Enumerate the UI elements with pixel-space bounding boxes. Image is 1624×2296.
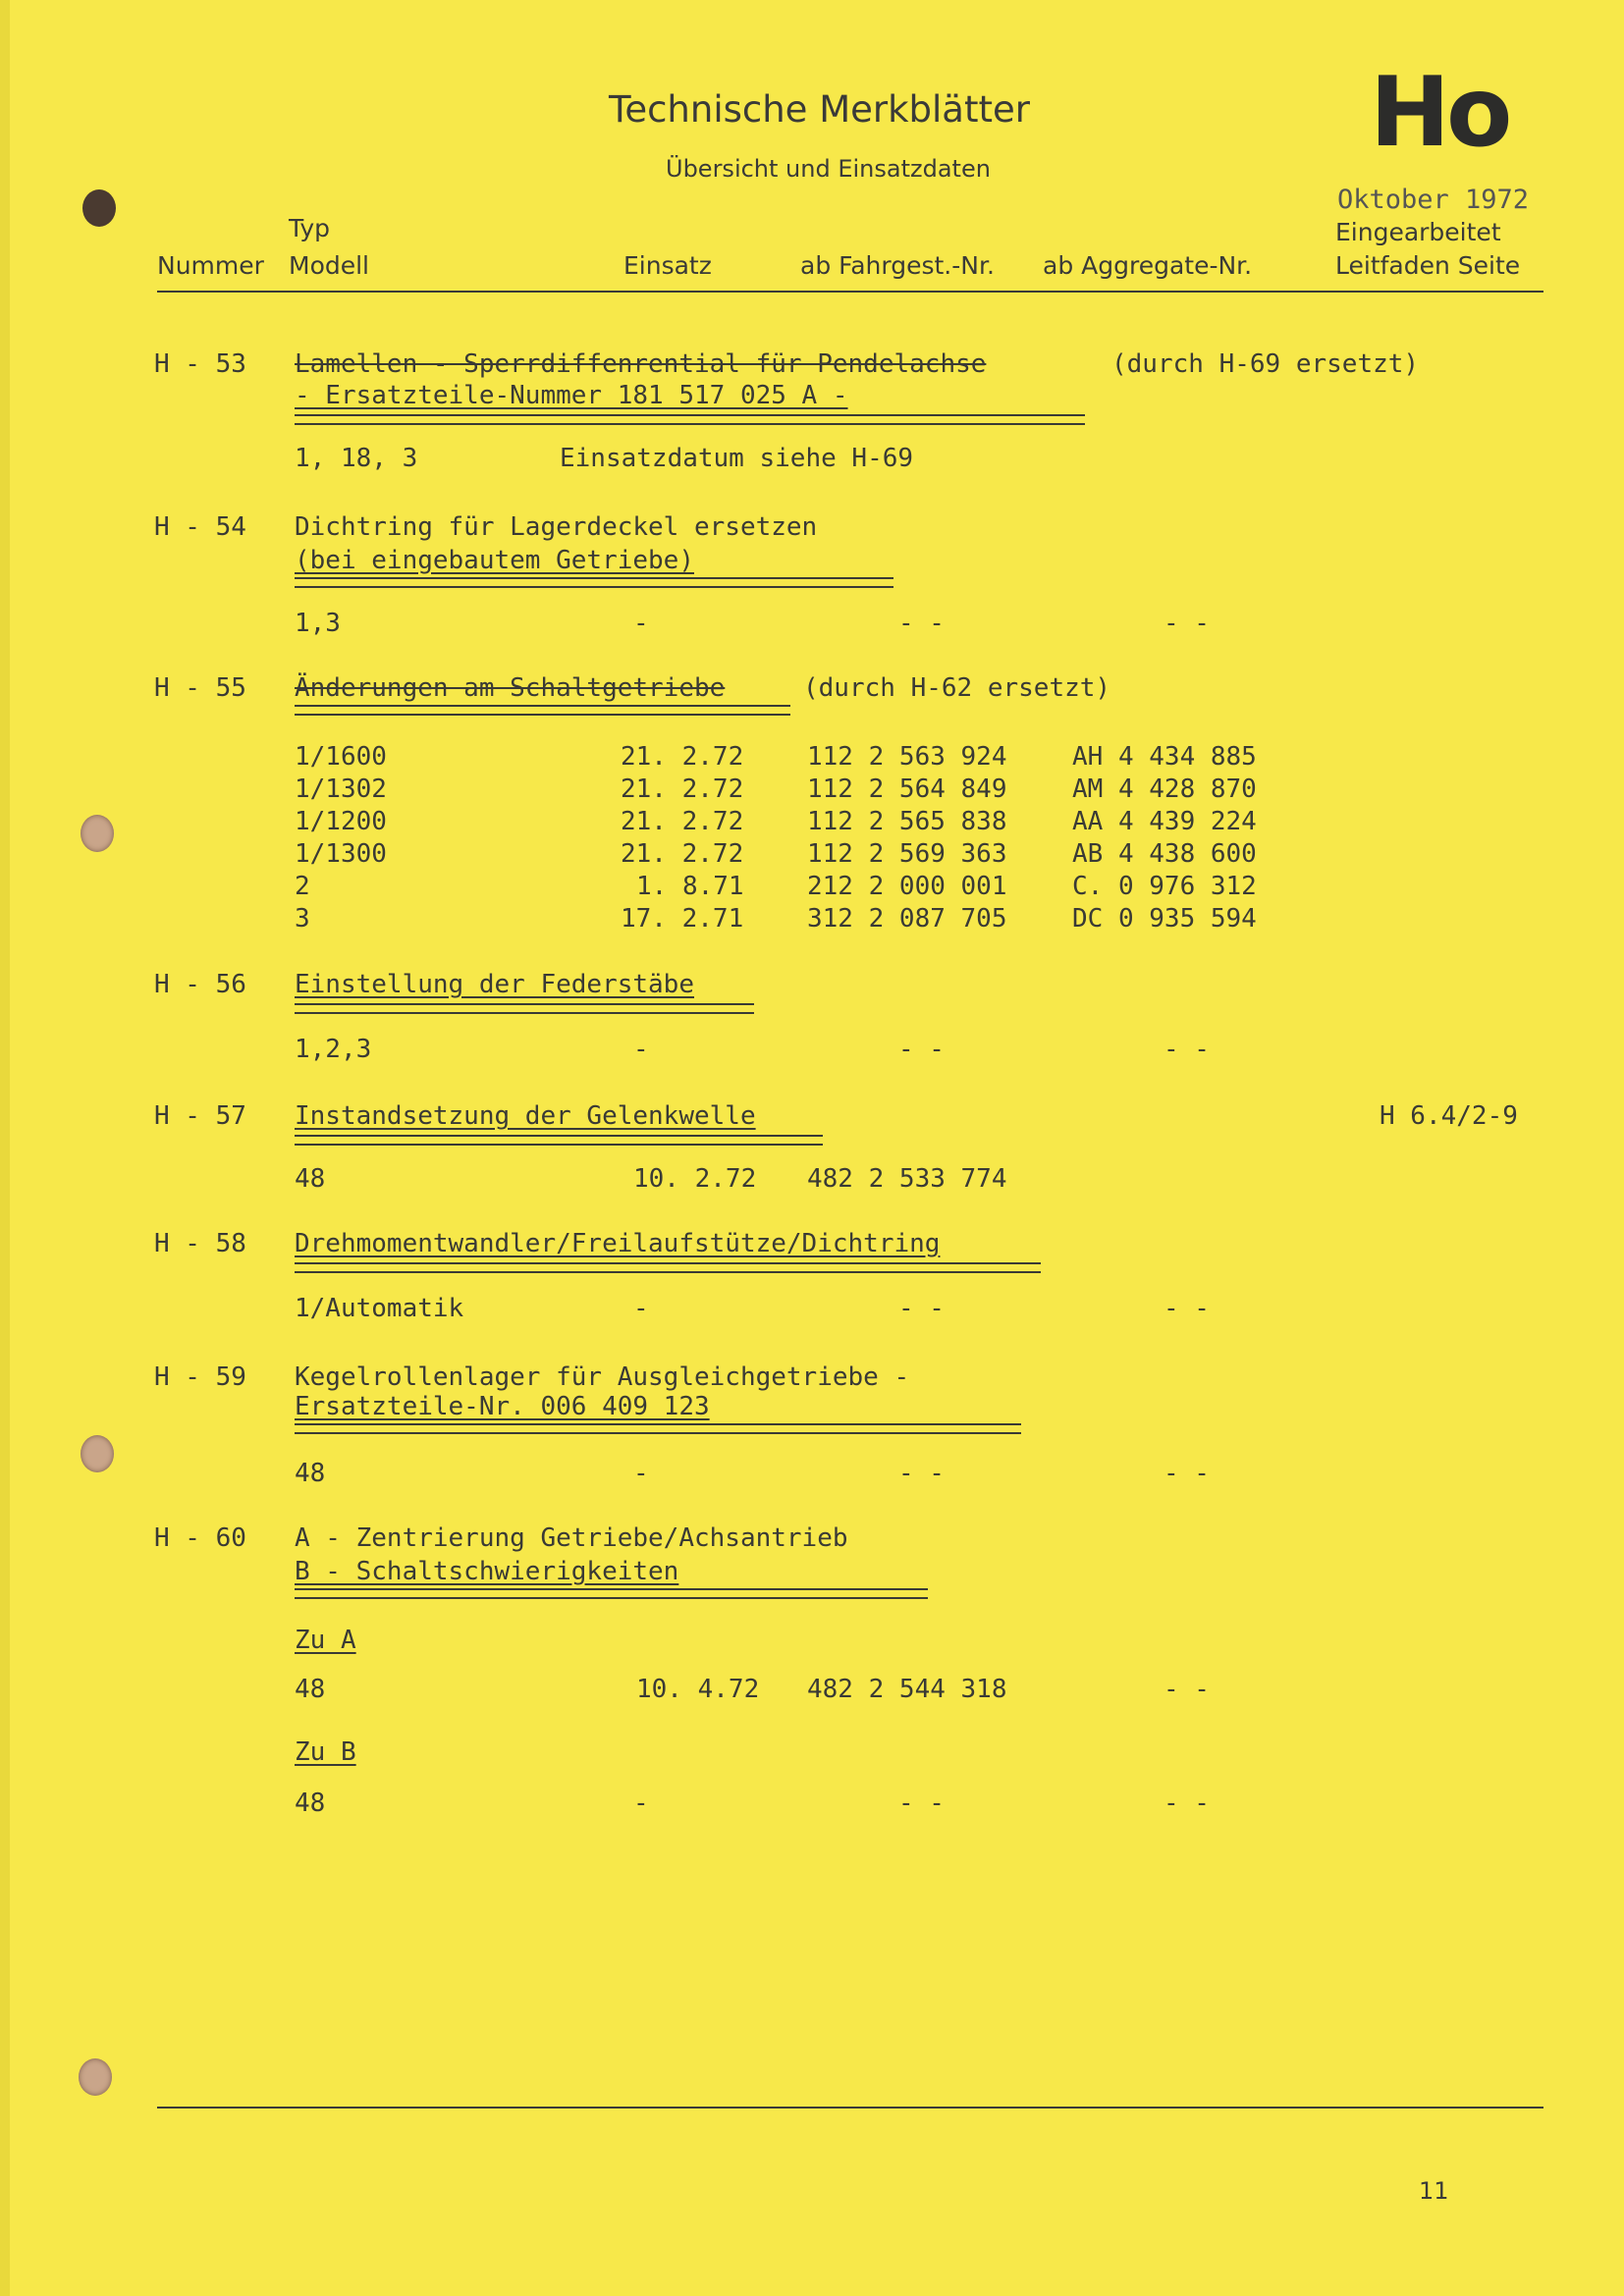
double-underline xyxy=(295,577,893,588)
entry-number: H - 56 xyxy=(154,970,246,999)
entry-typ: 1/Automatik xyxy=(295,1294,464,1323)
entry-einsatz: 1. 8.71 xyxy=(636,872,744,901)
double-underline xyxy=(295,1588,928,1599)
double-underline xyxy=(295,705,790,716)
entry-aggregate: DC 0 935 594 xyxy=(1072,904,1257,934)
entry-title: A - Zentrierung Getriebe/Achsantrieb xyxy=(295,1523,848,1553)
header-rule xyxy=(157,291,1543,293)
entry-typ: 1,2,3 xyxy=(295,1035,372,1064)
entry-aggregate: - - xyxy=(1164,1459,1210,1488)
entry-einsatz: 21. 2.72 xyxy=(621,807,744,836)
entry-fahrgest: 112 2 569 363 xyxy=(807,839,1007,869)
entry-aggregate: - - xyxy=(1164,1035,1210,1064)
entry-fahrgest: - - xyxy=(898,1459,945,1488)
entry-fahrgest: 482 2 544 318 xyxy=(807,1675,1007,1704)
col-einsatz-label: Einsatz xyxy=(623,251,712,280)
entry-einsatz: 10. 4.72 xyxy=(636,1675,760,1704)
entry-einsatz: - xyxy=(633,1035,649,1064)
entry-note: (durch H-69 ersetzt) xyxy=(1111,349,1420,379)
entry-number: H - 55 xyxy=(154,673,246,703)
entry-number: H - 57 xyxy=(154,1101,246,1131)
double-underline xyxy=(295,1003,754,1014)
document-title: Technische Merkblätter xyxy=(609,88,1030,131)
entry-typ: 48 xyxy=(295,1164,326,1194)
entry-leitfaden: H 6.4/2-9 xyxy=(1380,1101,1518,1131)
double-underline xyxy=(295,1262,1041,1273)
entry-aggregate: AM 4 428 870 xyxy=(1072,774,1257,804)
punch-hole xyxy=(79,2058,112,2096)
entry-aggregate: C. 0 976 312 xyxy=(1072,872,1257,901)
entry-fahrgest: 112 2 563 924 xyxy=(807,742,1007,772)
document-date: Oktober 1972 xyxy=(1337,185,1530,215)
entry-subtitle: - Ersatzteile-Nummer 181 517 025 A - xyxy=(295,381,848,410)
entry-aggregate: AB 4 438 600 xyxy=(1072,839,1257,869)
entry-subtitle: B - Schaltschwierigkeiten xyxy=(295,1557,679,1586)
entry-aggregate: - - xyxy=(1164,1675,1210,1704)
entry-title: Lamellen - Sperrdiffenrential für Pendelachse xyxy=(295,349,987,379)
col-typ-label: Typ xyxy=(289,214,331,242)
entry-typ: 1/1300 xyxy=(295,839,387,869)
entry-title: Drehmomentwandler/Freilaufstütze/Dichtring xyxy=(295,1229,941,1258)
entry-title: Einstellung der Federstäbe xyxy=(295,970,694,999)
entry-typ: 3 xyxy=(295,904,310,934)
entry-typ: 1, 18, 3 xyxy=(295,444,418,473)
entry-aggregate: - - xyxy=(1164,1789,1210,1818)
entry-fahrgest: - - xyxy=(898,1789,945,1818)
entry-title: Änderungen am Schaltgetriebe xyxy=(295,673,726,703)
entry-typ: 48 xyxy=(295,1789,326,1818)
entry-typ: 1,3 xyxy=(295,609,341,638)
col-aggregate-label: ab Aggregate-Nr. xyxy=(1043,251,1253,280)
entry-aggregate: - - xyxy=(1164,1294,1210,1323)
entry-einsatz: Einsatzdatum siehe H-69 xyxy=(560,444,914,473)
col-eingearbeitet-label: Eingearbeitet xyxy=(1335,218,1501,246)
entry-einsatz: 17. 2.71 xyxy=(621,904,744,934)
entry-typ: 1/1302 xyxy=(295,774,387,804)
entry-einsatz: - xyxy=(633,1459,649,1488)
entry-number: H - 58 xyxy=(154,1229,246,1258)
document-subtitle: Übersicht und Einsatzdaten xyxy=(666,155,991,183)
punch-hole xyxy=(81,815,114,852)
punch-hole xyxy=(82,189,116,227)
col-modell-label: Modell xyxy=(289,251,370,280)
entry-fahrgest: 112 2 564 849 xyxy=(807,774,1007,804)
entry-number: H - 53 xyxy=(154,349,246,379)
entry-typ: 1/1200 xyxy=(295,807,387,836)
entry-note: (durch H-62 ersetzt) xyxy=(803,673,1111,703)
entry-typ: 48 xyxy=(295,1459,326,1488)
entry-aggregate: AH 4 434 885 xyxy=(1072,742,1257,772)
entry-subtitle: Ersatzteile-Nr. 006 409 123 xyxy=(295,1392,710,1421)
entry-fahrgest: 112 2 565 838 xyxy=(807,807,1007,836)
entry-number: H - 54 xyxy=(154,512,246,542)
entry-subtitle: (bei eingebautem Getriebe) xyxy=(295,546,694,575)
col-leitfaden-label: Leitfaden Seite xyxy=(1335,251,1521,280)
entry-aggregate: AA 4 439 224 xyxy=(1072,807,1257,836)
entry-fahrgest: - - xyxy=(898,1035,945,1064)
section-logo: Ho xyxy=(1370,57,1509,169)
entry-einsatz: - xyxy=(633,609,649,638)
entry-einsatz: - xyxy=(633,1294,649,1323)
col-nummer-label: Nummer xyxy=(157,251,264,280)
double-underline xyxy=(295,1135,823,1146)
entry-aggregate: - - xyxy=(1164,609,1210,638)
entry-number: H - 60 xyxy=(154,1523,246,1553)
entry-typ: 2 xyxy=(295,872,310,901)
sub-heading-b: Zu B xyxy=(295,1737,356,1767)
double-underline xyxy=(295,414,1085,425)
entry-typ: 48 xyxy=(295,1675,326,1704)
entry-fahrgest: 312 2 087 705 xyxy=(807,904,1007,934)
entry-title: Kegelrollenlager für Ausgleichgetriebe - xyxy=(295,1362,910,1392)
page-number: 11 xyxy=(1419,2177,1449,2205)
entry-title: Dichtring für Lagerdeckel ersetzen xyxy=(295,512,818,542)
entry-title: Instandsetzung der Gelenkwelle xyxy=(295,1101,756,1131)
entry-fahrgest: - - xyxy=(898,609,945,638)
entry-typ: 1/1600 xyxy=(295,742,387,772)
col-fahrgest-label: ab Fahrgest.-Nr. xyxy=(800,251,995,280)
entry-fahrgest: 482 2 533 774 xyxy=(807,1164,1007,1194)
entry-einsatz: 21. 2.72 xyxy=(621,742,744,772)
footer-rule xyxy=(157,2107,1543,2109)
entry-einsatz: - xyxy=(633,1789,649,1818)
page-edge xyxy=(0,0,10,2296)
entry-einsatz: 21. 2.72 xyxy=(621,774,744,804)
entry-fahrgest: - - xyxy=(898,1294,945,1323)
entry-einsatz: 21. 2.72 xyxy=(621,839,744,869)
punch-hole xyxy=(81,1435,114,1472)
sub-heading-a: Zu A xyxy=(295,1626,356,1655)
entry-einsatz: 10. 2.72 xyxy=(633,1164,757,1194)
entry-number: H - 59 xyxy=(154,1362,246,1392)
entry-fahrgest: 212 2 000 001 xyxy=(807,872,1007,901)
double-underline xyxy=(295,1423,1021,1434)
